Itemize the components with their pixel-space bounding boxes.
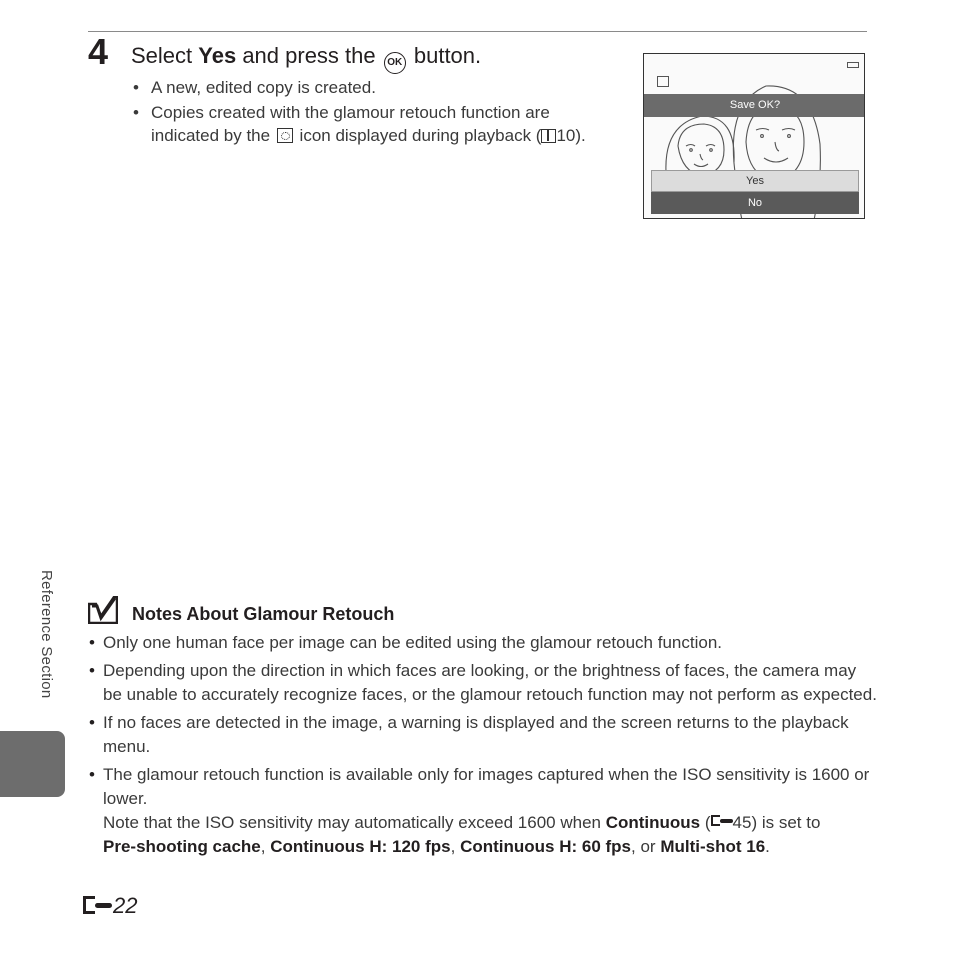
menu-option-yes[interactable]: Yes [651,170,859,192]
list-item: • The glamour retouch function is available only for images captured when the ISO sensitivity is 1600 or lower. Note that the ISO sensitivity may automatically exceed 1600 when Continuous ( 45) is set to Pre-shooting cache, Continuous H: 120 fps, Continuous H: 60 fps, or Multi-shot 16. [87,763,877,859]
step-bullets [133,76,593,149]
camera-screen [643,53,865,219]
section-label: Reference Section [38,570,55,699]
list-item: • Copies created with the glamour retouch function are indicated by the icon displayed during playback ( 10). [133,101,593,147]
step-title: Select Yes and press the OK button. [131,40,481,74]
list-item: • If no faces are detected in the image, a warning is displayed and the screen returns to the playback menu. [87,711,877,759]
section-tab [0,731,65,797]
list-item: • Depending upon the direction in which faces are looking, or the brightness of faces, the camera may be unable to accurately recognize faces, or the glamour retouch function may not perform as expected. [87,659,877,707]
page-number: 22 [83,892,137,920]
notes-title: Notes About Glamour Retouch [132,604,395,624]
glamour-retouch-icon [277,128,293,143]
e-section-icon [83,896,113,914]
top-rule [88,31,867,32]
list-item: • A new, edited copy is created. [133,76,593,99]
step-number: 4 [88,31,109,72]
battery-icon [847,62,859,68]
yes-keyword: Yes [198,43,237,68]
ok-button-icon: OK [384,52,406,74]
book-reference-icon [541,129,556,143]
e-section-icon [711,815,733,828]
save-ok-prompt: Save OK? [644,94,865,117]
list-item: • Only one human face per image can be edited using the glamour retouch function. [87,631,877,655]
menu-option-no[interactable]: No [651,192,859,214]
check-icon [88,596,118,624]
glamour-retouch-icon [657,76,669,87]
notes-list [87,631,877,863]
